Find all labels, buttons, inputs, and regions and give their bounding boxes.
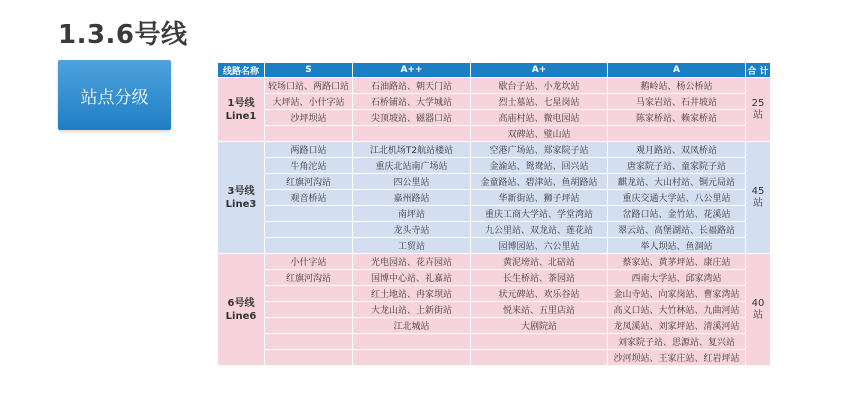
header-total: 合 计: [746, 63, 771, 78]
station-cell-a: [608, 126, 746, 142]
station-cell-a-plus-plus: 大龙山站、上新街站: [353, 302, 471, 318]
station-cell-a: 翠云站、高堡湖站、长福路站: [608, 222, 746, 238]
station-cell-s: 两路口站: [265, 142, 353, 158]
station-cell-s: [265, 350, 353, 366]
station-cell-a: 麒龙站、大山村站、铜元局站: [608, 174, 746, 190]
station-cell-a-plus: 空港广场站、郑家院子站: [471, 142, 608, 158]
station-cell-a-plus: 状元碑站、欢乐谷站: [471, 286, 608, 302]
table-row: [218, 222, 771, 238]
station-cell-a: 重庆交通大学站、八公里站: [608, 190, 746, 206]
header-a-plus: A+: [471, 63, 608, 78]
station-cell-a: 龙凤溪站、刘家坪站、清溪河站: [608, 318, 746, 334]
station-cell-a-plus: 重庆工商大学站、学堂湾站: [471, 206, 608, 222]
station-cell-s: [265, 222, 353, 238]
station-cell-a-plus: 烈士墓站、七星岗站: [471, 94, 608, 110]
station-cell-s: 小什字站: [265, 254, 353, 270]
station-cell-s: 牛角沱站: [265, 158, 353, 174]
station-level-table: [217, 62, 771, 366]
station-cell-s: [265, 334, 353, 350]
station-cell-s: 红旗河沟站: [265, 270, 353, 286]
station-cell-s: 大坪站、小什字站: [265, 94, 353, 110]
station-cell-a-plus-plus: 国博中心站、礼嘉站: [353, 270, 471, 286]
header-s: S: [265, 63, 353, 78]
station-cell-a-plus-plus: [353, 350, 471, 366]
station-cell-a: 西南大学站、邱家湾站: [608, 270, 746, 286]
station-cell-s: [265, 302, 353, 318]
total-count: 40: [751, 297, 765, 309]
line-name-cell: [218, 254, 265, 366]
station-cell-s: [265, 238, 353, 254]
table-row: [218, 350, 771, 366]
station-cell-s: 沙坪坝站: [265, 110, 353, 126]
line-name-cn: 3号线: [227, 185, 255, 197]
line-name-cn: 6号线: [227, 297, 255, 309]
station-cell-a-plus: 大剧院站: [471, 318, 608, 334]
station-cell-a-plus-plus: 四公里站: [353, 174, 471, 190]
station-cell-a-plus: 高庙村站、微电园站: [471, 110, 608, 126]
total-unit: 站: [753, 309, 763, 321]
station-cell-a: 陈家桥站、赖家桥站: [608, 110, 746, 126]
header-line-name: 线路名称: [218, 63, 265, 78]
total-cell: [746, 142, 771, 254]
station-cell-a-plus-plus: 石油路站、朝天门站: [353, 78, 471, 94]
table-header-row: [218, 63, 771, 78]
table-row: [218, 142, 771, 158]
station-cell-a-plus: 华新街站、狮子坪站: [471, 190, 608, 206]
table-row: [218, 254, 771, 270]
table-row: [218, 238, 771, 254]
station-cell-s: 红旗河沟站: [265, 174, 353, 190]
station-cell-a-plus: [471, 350, 608, 366]
station-cell-a: 观月路站、双凤桥站: [608, 142, 746, 158]
station-cell-s: [265, 286, 353, 302]
station-cell-a-plus: 九公里站、双龙站、莲花站: [471, 222, 608, 238]
station-cell-a-plus-plus: 嘉州路站: [353, 190, 471, 206]
station-cell-a: 岔路口站、金竹站、花溪站: [608, 206, 746, 222]
station-cell-a-plus-plus: 石桥铺站、大学城站: [353, 94, 471, 110]
table-row: [218, 206, 771, 222]
station-cell-a-plus: 金渝站、鸳鸯站、回兴站: [471, 158, 608, 174]
line-name-cell: [218, 78, 265, 142]
station-cell-a-plus: 双碑站、璧山站: [471, 126, 608, 142]
table-row: [218, 270, 771, 286]
station-cell-a-plus: 园博园站、六公里站: [471, 238, 608, 254]
header-a-plus-plus: A++: [353, 63, 471, 78]
header-a: A: [608, 63, 746, 78]
line-name-cn: 1号线: [227, 97, 255, 109]
total-unit: 站: [753, 109, 763, 121]
total-cell: [746, 254, 771, 366]
total-unit: 站: [753, 197, 763, 209]
station-cell-a-plus-plus: 工贸站: [353, 238, 471, 254]
station-cell-a: 马家岩站、石井坡站: [608, 94, 746, 110]
station-cell-a-plus: 悦来站、五里店站: [471, 302, 608, 318]
station-cell-a-plus-plus: 龙头寺站: [353, 222, 471, 238]
station-cell-a-plus-plus: [353, 126, 471, 142]
station-cell-a: 沙河坝站、王家庄站、红岩坪站: [608, 350, 746, 366]
station-cell-a: 举人坝站、鱼洞站: [608, 238, 746, 254]
total-count: 25: [751, 97, 765, 109]
table-row: [218, 94, 771, 110]
station-cell-a-plus: 歇台子站、小龙坎站: [471, 78, 608, 94]
station-cell-a-plus: [471, 334, 608, 350]
total-cell: [746, 78, 771, 142]
station-cell-a: 刘家院子站、思源站、复兴站: [608, 334, 746, 350]
table-row: [218, 302, 771, 318]
station-cell-a-plus: 金童路站、碧津站、鱼胡路站: [471, 174, 608, 190]
station-cell-s: 观音桥站: [265, 190, 353, 206]
station-cell-a-plus: 黄泥塝站、北碚站: [471, 254, 608, 270]
table-row: [218, 318, 771, 334]
station-cell-a-plus-plus: 江北机场T2航站楼站: [353, 142, 471, 158]
station-cell-a: 鹅岭站、杨公桥站: [608, 78, 746, 94]
table-row: [218, 286, 771, 302]
line-name-en: Line3: [225, 198, 257, 210]
table-row: [218, 174, 771, 190]
table-row: [218, 78, 771, 94]
station-cell-a-plus-plus: 南坪站: [353, 206, 471, 222]
line-name-en: Line6: [225, 310, 257, 322]
station-cell-s: 较场口站、两路口站: [265, 78, 353, 94]
station-cell-a: 金山寺站、向家岗站、曹家湾站: [608, 286, 746, 302]
station-cell-a-plus-plus: 江北城站: [353, 318, 471, 334]
station-cell-s: [265, 126, 353, 142]
table-row: [218, 334, 771, 350]
station-cell-a-plus: 长生桥站、茶园站: [471, 270, 608, 286]
station-cell-a-plus-plus: 红土地站、冉家坝站: [353, 286, 471, 302]
station-cell-a: 蔡家站、黄茅坪站、康庄站: [608, 254, 746, 270]
table-row: [218, 110, 771, 126]
station-cell-a-plus-plus: 尖顶坡站、磁器口站: [353, 110, 471, 126]
table-row: [218, 126, 771, 142]
station-level-button[interactable]: 站点分级: [58, 60, 171, 130]
station-cell-a-plus-plus: 重庆北站南广场站: [353, 158, 471, 174]
table-row: [218, 190, 771, 206]
station-cell-a-plus-plus: 光电园站、花卉园站: [353, 254, 471, 270]
station-cell-a: 唐家院子站、童家院子站: [608, 158, 746, 174]
line-name-cell: [218, 142, 265, 254]
station-cell-s: [265, 318, 353, 334]
page-title: 1.3.6号线: [58, 20, 188, 50]
station-cell-s: [265, 206, 353, 222]
total-count: 45: [751, 185, 765, 197]
line-name-en: Line1: [225, 110, 257, 122]
table-row: [218, 158, 771, 174]
station-cell-a: 高义口站、大竹林站、九曲河站: [608, 302, 746, 318]
station-cell-a-plus-plus: [353, 334, 471, 350]
